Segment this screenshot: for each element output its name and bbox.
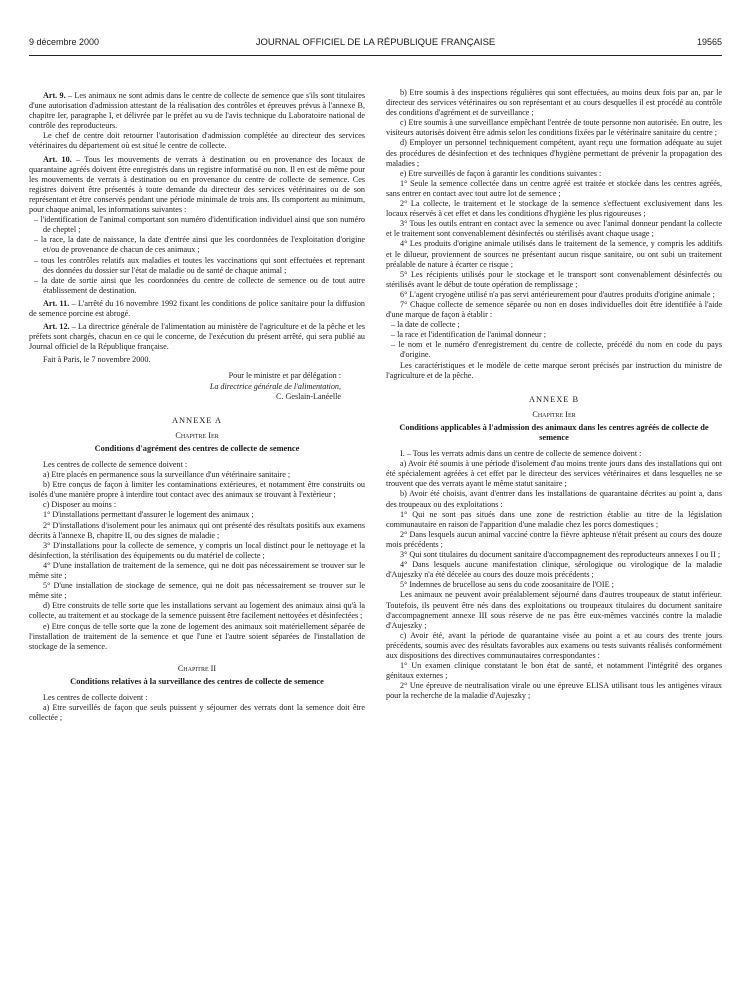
chapter-title: Conditions relatives à la surveillance des centres de collecte de semence: [70, 676, 324, 686]
list-item: – la date de collecte ;: [391, 320, 460, 330]
closing-paragraph: Les caractéristiques et le modèle de cette marque seront précisés par instruction du ministre de l'agriculture et de la pêche.: [386, 360, 722, 380]
list-item: 1° Seule la semence collectée dans un centre agréé est traitée et stockée dans les centres agréés, sans entrer en contact avec tout autre lot de semence ;: [386, 178, 722, 198]
signature-title: La directrice générale de l'alimentation,: [209, 381, 341, 391]
list-item: 1° Qui ne sont pas situés dans une zone de restriction établie au titre de la législation communautaire en raison de l'apparition d'une maladie chez les porcs domestiques ;: [386, 509, 722, 529]
list-item: 1° D'installations permettant d'assurer le logement des animaux ;: [43, 510, 254, 520]
signature-block: [29, 371, 365, 401]
list-item: 7° Chaque collecte de semence séparée ou non en doses individuelles doit être identifiée à l'aide d'une marque de façon à établir :: [386, 299, 722, 320]
list-item: – la date de sortie ainsi que les coordonnées du centre de collecte de semence ou de tout autre établissement de destination.: [34, 275, 365, 295]
list-item: 5° D'une installation de stockage de semence, qui ne doit pas nécessairement se trouver sur le même site ;: [29, 581, 365, 601]
right-column: [386, 88, 722, 701]
list-item: – tous les contrôles relatifs aux maladies et toutes les vaccinations qui sont effectuées et reprenant des données du dossier sur l'état de maladie ou de santé de chaque animal ;: [34, 255, 365, 275]
list-item: – l'identification de l'animal comportant son numéro d'identification individuel ainsi que son numéro de cheptel ;: [34, 215, 365, 235]
list-item: Les animaux ne peuvent avoir préalablement séjourné dans d'autres troupeaux de statut inférieur. Toutefois, ils peuvent être nés dans des exploitations ou troupeaux titulaires du document sanitaire d'accompagnement annexe III sous réserve de ne pas être eux-mêmes vaccinés contre la maladie d'Aujeszky ;: [386, 590, 722, 630]
list-item: 5° Les récipients utilisés pour le stockage et le transport sont convenablement désinfectés ou stérilisés avant le début de toute opération de remplissage ;: [386, 269, 722, 289]
list-item: – la race, la date de naissance, la date d'entrée ainsi que les coordonnées de l'exploitation d'origine et/ou de provenance de chacun de ces animaux ;: [34, 235, 365, 255]
list-item: a) Avoir été soumis à une période d'isolement d'au moins trente jours dans des installations qui ont été spécialement agréées à cet effet par le directeur des services vétérinaires et dans lesquelles ne se trouvent que des verrats ayant le même statut sanitaire ;: [386, 459, 722, 489]
article-12: Art. 12. – La directrice générale de l'alimentation au ministère de l'agriculture et de la pêche et les préfets sont chargés, chacun en ce qui le concerne, de l'exécution du présent arrêté, qui sera publié au Journal officiel de la République française.: [29, 322, 365, 352]
list-item: I. – Tous les verrats admis dans un centre de collecte de semence doivent :: [400, 449, 642, 459]
list-item: 1° Un examen clinique constatant le bon état de santé, et notamment l'intégrité des organes génitaux externes ;: [386, 661, 722, 681]
list-item: b) Avoir été choisis, avant d'entrer dans les installations de quarantaine décrites au point a, dans des troupeaux ou des exploitations :: [386, 489, 722, 509]
signatory-name: C. Geslain-Lanéelle: [276, 391, 341, 401]
annex-a-title: ANNEXE A: [171, 415, 223, 425]
list-item: 2° La collecte, le traitement et le stockage de la semence s'effectuent exclusivement dans les locaux réservés à cet effet et dans les conditions d'hygiène les plus rigoureuses ;: [386, 199, 722, 219]
list-item: 5° Indemnes de brucellose au sens du code zoosanitaire de l'OIE ;: [400, 580, 614, 590]
list-item: 2° Dans lesquels aucun animal vacciné contre la fièvre aphteuse n'était présent au cours des douze mois précédents ;: [386, 529, 722, 549]
article-11: Art. 11. – L'arrêté du 16 novembre 1992 fixant les conditions de police sanitaire pour la diffusion de semence porcine est abrogé.: [29, 298, 365, 318]
signature-line: Pour le ministre et par délégation :: [228, 371, 341, 381]
article-10: Art. 10. – Tous les mouvements de verrats à destination ou en provenance des locaux de quarantaine agréés doivent être enregistrés dans un registre informatisé ou non. Il en est de même pour les mouvements de verrats à destination ou en provenance du centre de collecte de semence. Ces registres doivent être présentés à toute demande du directeur des services vétérinaires ou de son représentant et être conservés pendant une période minimale de trois ans. Ils comportent au minimum, pour chaque animal, les informations suivantes :: [29, 154, 366, 215]
list-item: c) Avoir été, avant la période de quarantaine visée au point a et au cours des trente jours précédents, soumis avec des résultats favorables aux examens ou tests suivants réalisés conformément aux dispositions des directives communautaires correspondantes :: [386, 630, 722, 660]
header-date: 9 décembre 2000: [29, 37, 100, 47]
list-item: 3° Tous les outils entrant en contact avec la semence ou avec l'animal donneur pendant la collecte et le traitement sont convenablement désinfectés ou stérilisés avant chaque usage ;: [386, 219, 722, 239]
chapter-title: Conditions d'agrément des centres de collecte de semence: [94, 443, 300, 453]
chapter-title: Conditions applicables à l'admission des animaux dans les centres agréés de collecte de semence: [399, 422, 709, 442]
list-item: b) Etre soumis à des inspections régulières qui sont effectuées, au moins deux fois par an, par le directeur des services vétérinaires ou son représentant et au cours desquelles il est procédé au contrôle des conditions d'agrément et de surveillance ;: [386, 88, 722, 118]
list-item: d) Etre construits de telle sorte que les installations servant au logement des animaux ainsi qu'à la collecte, au traitement et au stockage de la semence puissent être facilement nettoyées et désinfectées ;: [29, 601, 365, 621]
list-item: 4° Dans lesquels aucune manifestation clinique, sérologique ou virologique de la maladie d'Aujeszky n'a été décelée au cours des douze mois précédents ;: [386, 560, 722, 580]
article-9: Art. 9. – Les animaux ne sont admis dans le centre de collecte de semence que s'ils sont titulaires d'une autorisation d'admission attestant de la réalisation des contrôles et épreuves prévus à l'annexe B, chapitre Ier, paragraphe I, et délivrée par le préfet au vu de l'avis technique du Laboratoire national de contrôle des reproducteurs.: [29, 91, 365, 131]
list-item: d) Employer un personnel techniquement compétent, ayant reçu une formation adéquate au sujet des procédures de désinfection et des techniques d'hygiène permettant de prévenir la propagation des maladies ;: [386, 138, 722, 168]
chapter-heading: Chapitre Ier: [532, 409, 576, 419]
chapter-intro: Les centres de collecte de semence doivent :: [43, 460, 188, 469]
list-item: e) Etre surveillés de façon à garantir les conditions suivantes :: [400, 168, 602, 178]
list-item: 2° Une épreuve de neutralisation virale ou une épreuve ELISA utilisant tous les antigènes viraux pour la recherche de la maladie d'Aujeszky ;: [386, 681, 722, 701]
list-item: a) Etre placés en permanence sous la surveillance d'un vétérinaire sanitaire ;: [43, 470, 291, 480]
header-rule: [29, 55, 722, 56]
journal-title: JOURNAL OFFICIEL DE LA RÉPUBLIQUE FRANÇAISE: [255, 37, 496, 48]
list-item: 3° Qui sont titulaires du document sanitaire d'accompagnement des reproducteurs annexes I ou II ;: [400, 550, 721, 560]
chapter-heading: Chapitre Ier: [175, 430, 219, 440]
chapter-heading: Chapitre II: [177, 663, 217, 673]
list-item: – la race et l'identification de l'animal donneur ;: [391, 330, 546, 340]
annex-b-title: ANNEXE B: [528, 394, 580, 404]
list-item: 4° Les produits d'origine animale utilisés dans le traitement de la semence, y compris les additifs et le dilueur, proviennent de sources ne présentant aucun risque sanitaire, ou ont subi un traitement préalable de nature à écarter ce risque ;: [386, 239, 722, 269]
page-header: [29, 37, 722, 49]
list-item: 2° D'installations d'isolement pour les animaux qui ont présenté des résultats positifs aux examens décrits à l'annexe B, chapitre II, ou des signes de maladie ;: [29, 520, 365, 540]
list-item: 4° D'une installation de traitement de la semence, qui ne doit pas nécessairement se trouver sur le même site ;: [29, 560, 365, 581]
chapter-intro: Les centres de collecte doivent :: [43, 692, 148, 702]
signing-place-date: Fait à Paris, le 7 novembre 2000.: [43, 355, 151, 365]
list-item: 6° L'agent cryogène utilisé n'a pas servi antérieurement pour d'autres produits d'origine animale ;: [400, 289, 715, 299]
list-item: e) Etre conçus de telle sorte que la zone de logement des animaux soit matériellement séparée de l'installation de traitement de la semence et que l'une et l'autre soient séparées de l'installation de stockage de la semence.: [29, 621, 365, 651]
list-item: a) Etre surveillés de façon que seuls puissent y séjourner des verrats dont la semence doit être collectée ;: [29, 703, 365, 723]
article-9-para2: Le chef de centre doit retourner l'autorisation d'admission complétée au directeur des services vétérinaires du département où est situé le centre de collecte.: [29, 131, 365, 151]
page-number: 19565: [696, 37, 722, 47]
left-column: [29, 88, 365, 723]
list-item: c) Etre soumis à une surveillance empêchant l'entrée de toute personne non autorisée. En outre, les visiteurs autorisés doivent être admis selon les conditions fixées par le vétérinaire sanitaire du centre ;: [386, 118, 722, 138]
list-item: c) Disposer au moins :: [43, 500, 117, 510]
list-item: – le nom et le numéro d'enregistrement du centre de collecte, précédé du nom en code du pays d'origine.: [391, 340, 722, 360]
list-item: 3° D'installations pour la collecte de semence, y compris un local distinct pour le nettoyage et la désinfection, la stérilisation des équipements ou du matériel de collecte ;: [29, 540, 365, 560]
list-item: b) Etre conçus de façon à limiter les contaminations extérieures, et notamment être construits ou isolés d'une manière propre à interdire tout contact avec des animaux se trouvant à l'extérieur ;: [29, 480, 365, 500]
